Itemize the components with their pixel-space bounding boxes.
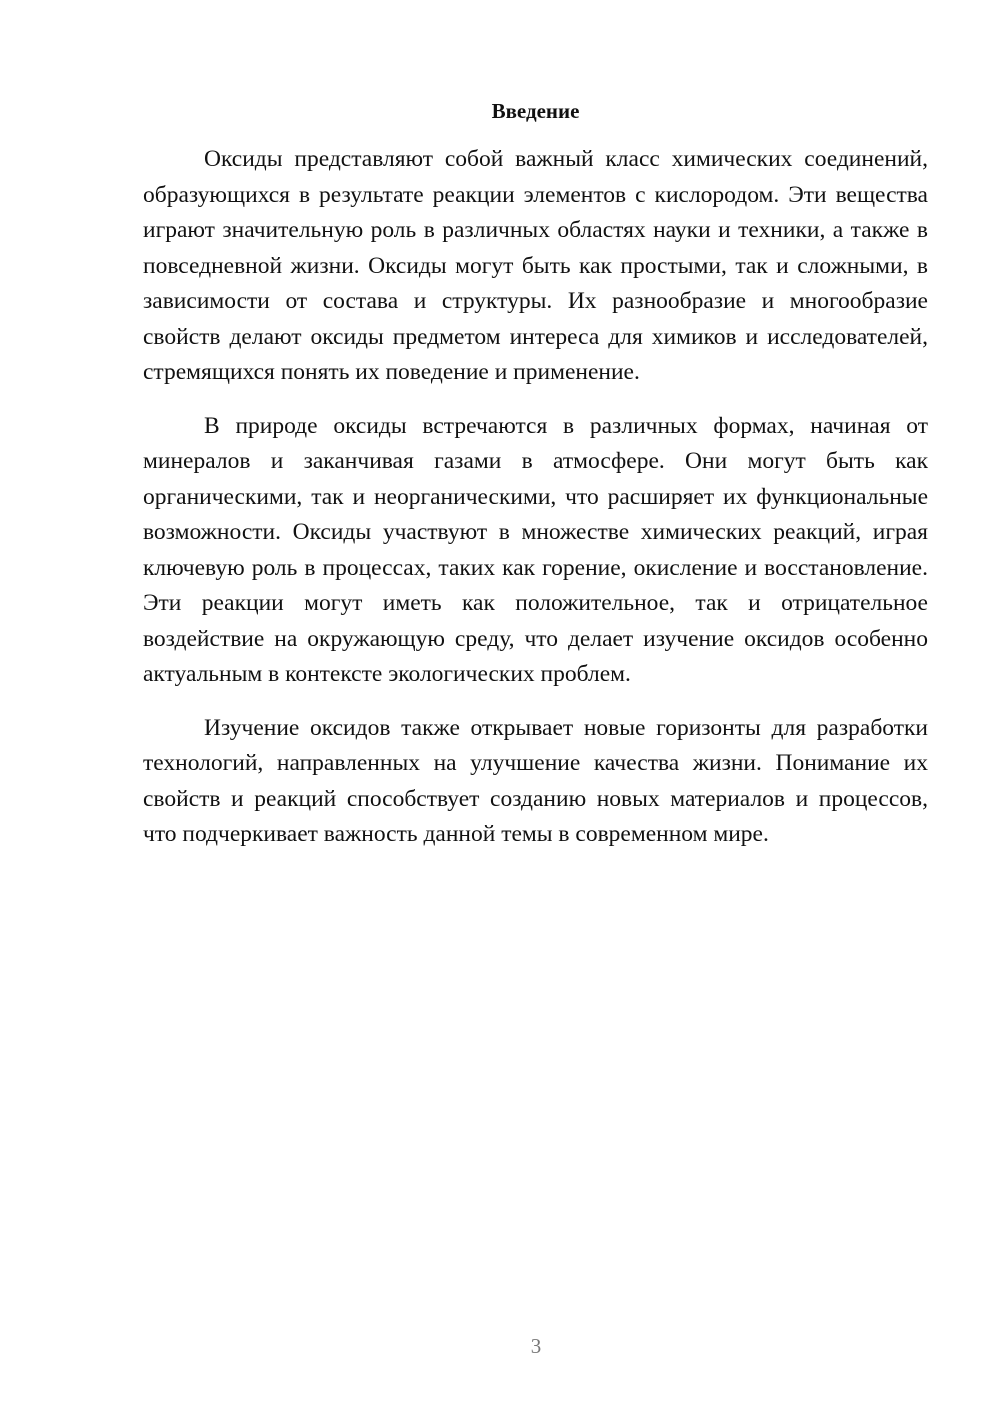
page-number: 3 xyxy=(530,1334,542,1358)
body-text xyxy=(143,142,928,853)
paragraph-3: Изучение оксидов также открывает новые горизонты для разработки технологий, направленных на улучшение качества жизни. Понимание их свойств и реакций способствует созданию новых материалов и процессов, что подчеркивает важность данной темы в современном мире. xyxy=(143,714,928,847)
paragraph-1: Оксиды представляют собой важный класс химических соединений, образующихся в результате реакции элементов с кислородом. Эти вещества играют значительную роль в различных областях науки и техники, а также в повседневной жизни. Оксиды могут быть как простыми, так и сложными, в зависимости от состава и структуры. Их разнообразие и многообразие свойств делают оксиды предметом интереса для химиков и исследователей, стремящихся понять их поведение и применение. xyxy=(143,146,928,385)
page-title: Введение xyxy=(491,99,580,123)
paragraph-2: В природе оксиды встречаются в различных формах, начиная от минералов и заканчивая газами в атмосфере. Они могут быть как органическими, так и неорганическими, что расширяет их функциональные возможности. Оксиды участвуют в множестве химических реакций, играя ключевую роль в процессах, таких как горение, окисление и восстановление. Эти реакции могут иметь как положительное, так и отрицательное воздействие на окружающую среду, что делает изучение оксидов особенно актуальным в контексте экологических проблем. xyxy=(143,412,928,687)
